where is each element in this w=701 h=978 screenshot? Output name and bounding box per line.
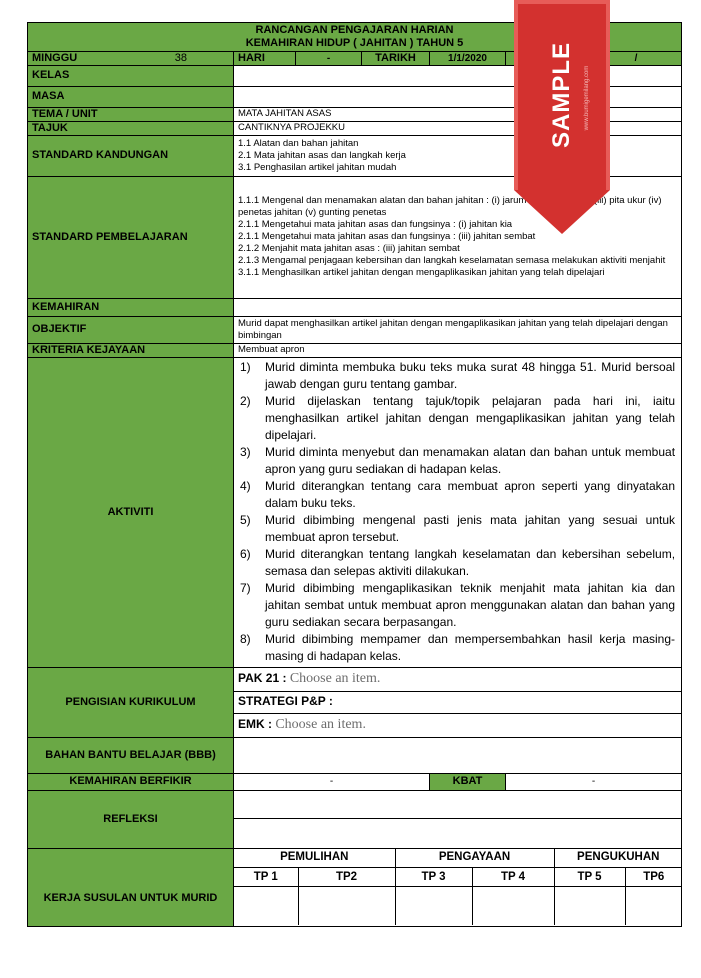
sample-watermark [514,0,610,190]
hari-label: HARI [234,52,296,66]
kemahiran-value [234,298,682,316]
tp-cell [395,887,472,925]
kelas-label: KELAS [28,65,234,86]
sp-item: 2.1.1 Mengetahui mata jahitan asas dan fungsinya : (iii) jahitan sembat [238,231,536,243]
kurikulum-label: PENGISIAN KURIKULUM [28,667,234,737]
pemulihan-header: PEMULIHAN [234,849,395,868]
aktiviti-item: 6) Murid diterangkan tentang langkah keselamatan dan kebersihan sebelum, semasa dan selepas aktiviti dilakukan. [240,546,676,578]
tp-cell [298,887,395,925]
sk-value [234,135,682,176]
strategi-cell [234,691,682,713]
aktiviti-item: 7) Murid dibimbing mengaplikasikan teknik menjahit mata jahitan kia dan jahitan sembat untuk membuat apron menggunakan alatan dan bahan yang guru sediakan secara berpasangan. [240,580,676,629]
tp-header: TP 4 [472,868,554,887]
tarikh-label: TARIKH [362,52,430,66]
emk-label: EMK : [238,717,272,732]
tema-label: TEMA / UNIT [28,107,234,121]
kbat-value: - [506,773,682,790]
sp-value [234,176,682,298]
masa-value [234,86,682,107]
sp-item: 1.1.1 Mengenal dan menamakan alatan dan bahan jahitan : (i) jarum (ii) jarum peniti (iii) pita ukur (iv) penetas jahitan (v) gunting penetas [238,195,662,219]
berfikir-label: KEMAHIRAN BERFIKIR [28,773,234,790]
kbat-label: KBAT [430,773,506,790]
sp-item: 2.1.1 Mengetahui mata jahitan asas dan fungsinya : (i) jahitan kia [238,219,513,231]
aktiviti-label: AKTIVITI [28,357,234,667]
bbb-label: BAHAN BANTU BELAJAR (BBB) [28,737,234,773]
tp-header: TP 3 [395,868,472,887]
objektif-value: Murid dapat menghasilkan artikel jahitan dengan mengaplikasikan jahitan yang telah dipelajari dengan bimbingan [234,316,682,343]
refleksi-label: REFLEKSI [28,790,234,848]
kelas-value [234,65,682,86]
strategi-label: STRATEGI P&P : [238,694,333,709]
tema-value: MATA JAHITAN ASAS [234,107,682,121]
sk-item: 3.1 Penghasilan artikel jahitan mudah [238,161,397,173]
pengayaan-header: PENGAYAAN [395,849,554,868]
aktiviti-item: 4) Murid diterangkan tentang cara membuat apron seperti yang dinyatakan dalam buku teks. [240,478,676,510]
aktiviti-item: 8) Murid dibimbing mempamer dan mempersembahkan hasil kerja masing-masing di hadapan kelas. [240,631,676,663]
tajuk-label: TAJUK [28,121,234,135]
sp-item: 2.1.2 Menjahit mata jahitan asas : (iii) jahitan sembat [238,243,460,255]
emk-cell [234,713,682,737]
title-line-2: KEMAHIRAN HIDUP ( JAHITAN ) TAHUN 5 [245,37,464,49]
sample-subtext: www.bumigemilang.com [584,65,590,131]
tajuk-value: CANTIKNYA PROJEKKU [234,121,682,135]
refleksi-line-2 [234,818,682,848]
refleksi-line-1 [234,790,682,818]
sk-label: STANDARD KANDUNGAN [28,135,234,176]
pengukuhan-header: PENGUKUHAN [554,849,682,868]
minggu-label: MINGGU [32,52,78,64]
aktiviti-item: 1) Murid diminta membuka buku teks muka surat 48 hingga 51. Murid bersoal jawab dengan guru tentang gambar. [240,359,676,391]
bbb-value [234,737,682,773]
minggu-cell [28,52,234,66]
aktiviti-item: 2) Murid dijelaskan tentang tajuk/topik pelajaran pada hari ini, iaitu menghasilkan artikel jahitan dengan mengaplikasikan jahitan yang telah dipelajari. [240,393,676,442]
tp-header: TP6 [625,868,682,887]
tp-header: TP2 [298,868,395,887]
aktiviti-value [234,357,682,667]
emk-dropdown[interactable]: Choose an item. [275,717,366,733]
sk-item: 2.1 Mata jahitan asas dan langkah kerja [238,149,406,161]
aktiviti-item: 3) Murid diminta menyebut dan menamakan alatan dan bahan untuk membuat apron yang guru sediakan di hadapan kelas. [240,444,676,476]
tarikh-value: 1/1/2020 [430,52,506,66]
minggu-value: 38 [174,52,187,64]
sp-label: STANDARD PEMBELAJARAN [28,176,234,298]
kriteria-label: KRITERIA KEJAYAAN [28,343,234,357]
aktiviti-item: 5) Murid dibimbing mengenal pasti jenis mata jahitan yang sesuai untuk membuat apron tersebut. [240,512,676,544]
susulan-value [234,848,682,926]
sp-item: 3.1.1 Menghasilkan artikel jahitan dengan mengaplikasikan jahitan yang telah dipelajari [238,267,605,279]
pak-dropdown[interactable]: Choose an item. [289,671,381,687]
tp-cell [554,887,625,925]
pak-cell [234,667,682,691]
kemahiran-label: KEMAHIRAN [28,298,234,316]
aktiviti-list [236,359,675,665]
objektif-label: OBJEKTIF [28,316,234,343]
pak-label: PAK 21 : [238,671,287,686]
hari-value: - [296,52,362,66]
tp-header: TP 5 [554,868,625,887]
masa-label: MASA [28,86,234,107]
kriteria-value: Membuat apron [234,343,682,357]
tp-header: TP 1 [234,868,298,887]
tp-cell [234,887,298,925]
tp-table [234,849,682,925]
sample-text: SAMPLE [548,41,575,149]
tp-cell [625,887,682,925]
sk-item: 1.1 Alatan dan bahan jahitan [238,137,359,149]
masa-slash: / [591,52,682,66]
berfikir-value: - [234,773,430,790]
susulan-label: KERJA SUSULAN UNTUK MURID [28,848,234,926]
title-line-1: RANCANGAN PENGAJARAN HARIAN [255,24,454,37]
sp-item: 2.1.3 Mengamal penjagaan kebersihan dan langkah keselamatan semasa melakukan aktiviti menjahit [238,255,666,267]
tp-cell [472,887,554,925]
